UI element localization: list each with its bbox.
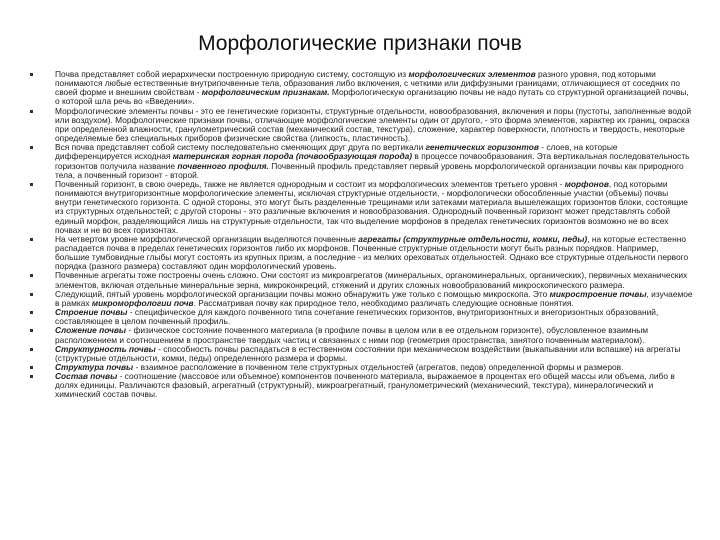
paragraph-text: - взаимное расположение в почвенном теле структурных отдельностей (агрегатов, педов) определенной формы и размеров. [133, 362, 624, 372]
bullet-marker-icon [30, 274, 33, 277]
paragraph-text: Вся почва представляет собой систему последовательно сменяющих друг друга по вертикали [55, 142, 426, 153]
bullet-marker-icon [30, 293, 33, 296]
bullet-item [30, 107, 694, 144]
bullet-marker-icon [30, 146, 33, 149]
bullet-marker-icon [30, 183, 33, 186]
bullet-marker-icon [30, 238, 33, 241]
bullet-item [30, 235, 694, 272]
term-emphasis: Сложение почвы [55, 325, 127, 336]
bullet-marker-icon [30, 366, 33, 369]
bullet-item [30, 143, 694, 180]
bullet-item [30, 345, 694, 363]
paragraph-text: Морфологические элементы почвы - это ее генетические горизонты, структурные отдельности, новообразования, включения и поры (пустоты, заполненные водой или воздухом). Морфологические признаки почвы, отличающие морфологические элементы один от другого, - это форма элементов, характер их границ, окраска при определенной влажности, гранулометрический состав (механический состав, текстура), сложение, характер поверхности, плотность и твердость, некоторые определяемые без специальных приборов физические свойства (липкость, пластичность). [55, 105, 692, 144]
bullet-item [30, 180, 694, 235]
term-emphasis: агрегаты (структурные отдельности, комки, педы) [358, 233, 588, 244]
bullet-item [30, 308, 694, 326]
paragraph-text: - способность почвы распадаться в естественном состоянии при механическом воздействии (выкапывании или вспашке) на агрегаты (структурные отдельности, комки, педы) определенного размера и формы. [55, 343, 681, 363]
term-emphasis: микростроение почвы [549, 288, 647, 299]
bullet-marker-icon [30, 110, 33, 113]
bullet-item [30, 70, 694, 107]
paragraph-text: Почвенный профиль представляет первый уровень морфологической организации почвы как природного тела, а почвенный горизонт - второй. [55, 160, 684, 180]
paragraph-text: . Рассматривая почву как природное тело, необходимо различать следующие основные понятия. [193, 297, 574, 308]
bullet-item [30, 372, 694, 399]
term-emphasis: Строение почвы [55, 307, 128, 318]
bullet-item [30, 326, 694, 344]
paragraph-text: - специфическое для каждого почвенного типа сочетание генетических горизонтов, внутригоризонтных и внегоризонтных образований, составляющее в целом почвенный профиль. [55, 307, 659, 327]
term-emphasis: материнская горная порода (почвообразующая порода) [172, 151, 413, 162]
term-emphasis: Структура почвы [55, 362, 134, 372]
bullet-marker-icon [30, 348, 33, 351]
paragraph-text: Следующий, пятый уровень морфологической организации почвы можно обнаружить уже только с помощью микроскопа. Это [55, 288, 550, 299]
paragraph-text: Почвенный горизонт, в свою очередь, также не является однородным и состоит из морфологических элементов третьего уровня - [55, 178, 565, 189]
bullet-item [30, 271, 694, 289]
paragraph-text: , изучаемое в рамках [55, 288, 693, 308]
paragraph-text: Почвенные агрегаты тоже построены очень сложно. Они состоят из микроагрегатов (минеральных, органоминеральных, органических), первичных механических элементов, включая отдельные минеральные зерна, микроконкреций, стяжений и других сложных новообразований микроскопического размера. [55, 270, 688, 290]
paragraph-text: На четвертом уровне морфологической организации выделяются почвенные [55, 233, 359, 244]
term-emphasis: Состав почвы [55, 371, 118, 382]
term-emphasis: микроморфологии почв [91, 297, 194, 308]
bullet-marker-icon [30, 73, 33, 76]
paragraph-text: разного уровня, под которыми понимаются любые естественные внутрипочвенные тела, образования либо включения, с четкими или диффузными границами, отличающиеся от соседних по своей форме и внешним свойствам - [55, 69, 681, 98]
term-emphasis: морфонов [564, 178, 609, 189]
paragraph-text: - соотношение (массовое или объемное) компонентов почвенного материала, выражаемое в процентах его общей массы или объема, либо в долях единицы. Различаются фазовый, агрегатный (структурный), микроагрегатный, гранулометрический (механический, текстура), минералогический и химический состав почвы. [55, 371, 675, 400]
slide-title: Морфологические признаки почв [198, 32, 522, 55]
paragraph-text: в процессе почвообразования. Эта вертикальная последовательность горизонтов получила название [55, 151, 690, 171]
bullet-marker-icon [30, 375, 33, 378]
bullet-list [30, 70, 694, 400]
paragraph-text: , под которыми понимаются внутригоризонтные морфологические элементы, исключая структурные отдельности, - морфологически обособленные участки (объемы) почвы внутри генетического горизонта. С одной стороны, это могут быть разделенные трещинами или затеками материала вышележащих горизонтов блоки, состоящие из структурных отдельностей; с другой стороны - это различные включения и новообразования. Однородный почвенный горизонт может представлять собой единый морфон, разделяющийся лишь на структурные отдельности, так что выделение морфонов в пределах генетических горизонтов возможно не во всех почвах и не во всех горизонтах. [55, 178, 688, 235]
paragraph-text: - физическое состояние почвенного материала (в профиле почвы в целом или в ее отдельном горизонте), обусловленное взаимным расположением и соотношением в пространстве твердых частиц и связанных с ними пор (геометрия пространства, занятого почвенным материалом). [55, 325, 648, 345]
term-emphasis: почвенного профиля. [177, 160, 269, 171]
paragraph-text: - слоев, на которые дифференцируется исходная [55, 142, 618, 162]
bullet-item [30, 290, 694, 308]
term-emphasis: морфологическим признакам. [201, 87, 330, 98]
paragraph-text: , на которые естественно распадается почва в пределах генетических горизонтов либо их морфонов. Почвенные структурные отдельности могут быть разных порядков. Например, большие тумбовидные глыбы могут состоять из крупных призм, а последние - из мелких ореховатых отдельностей. Однако все структурные отдельности первого порядка (разного размера) составляют один морфологический уровень. [55, 233, 689, 272]
bullet-marker-icon [30, 329, 33, 332]
term-emphasis: морфологических элементов [408, 69, 536, 79]
paragraph-text: Почва представляет собой иерархически построенную природную систему, состоящую из [55, 69, 409, 79]
term-emphasis: генетических горизонтов [425, 142, 539, 153]
paragraph-text: Морфологическую организацию почвы не надо путать со структурной организацией почвы, о которой шла речь во «Введении». [55, 87, 689, 107]
term-emphasis: Структурность почвы [55, 343, 156, 354]
bullet-marker-icon [30, 311, 33, 314]
